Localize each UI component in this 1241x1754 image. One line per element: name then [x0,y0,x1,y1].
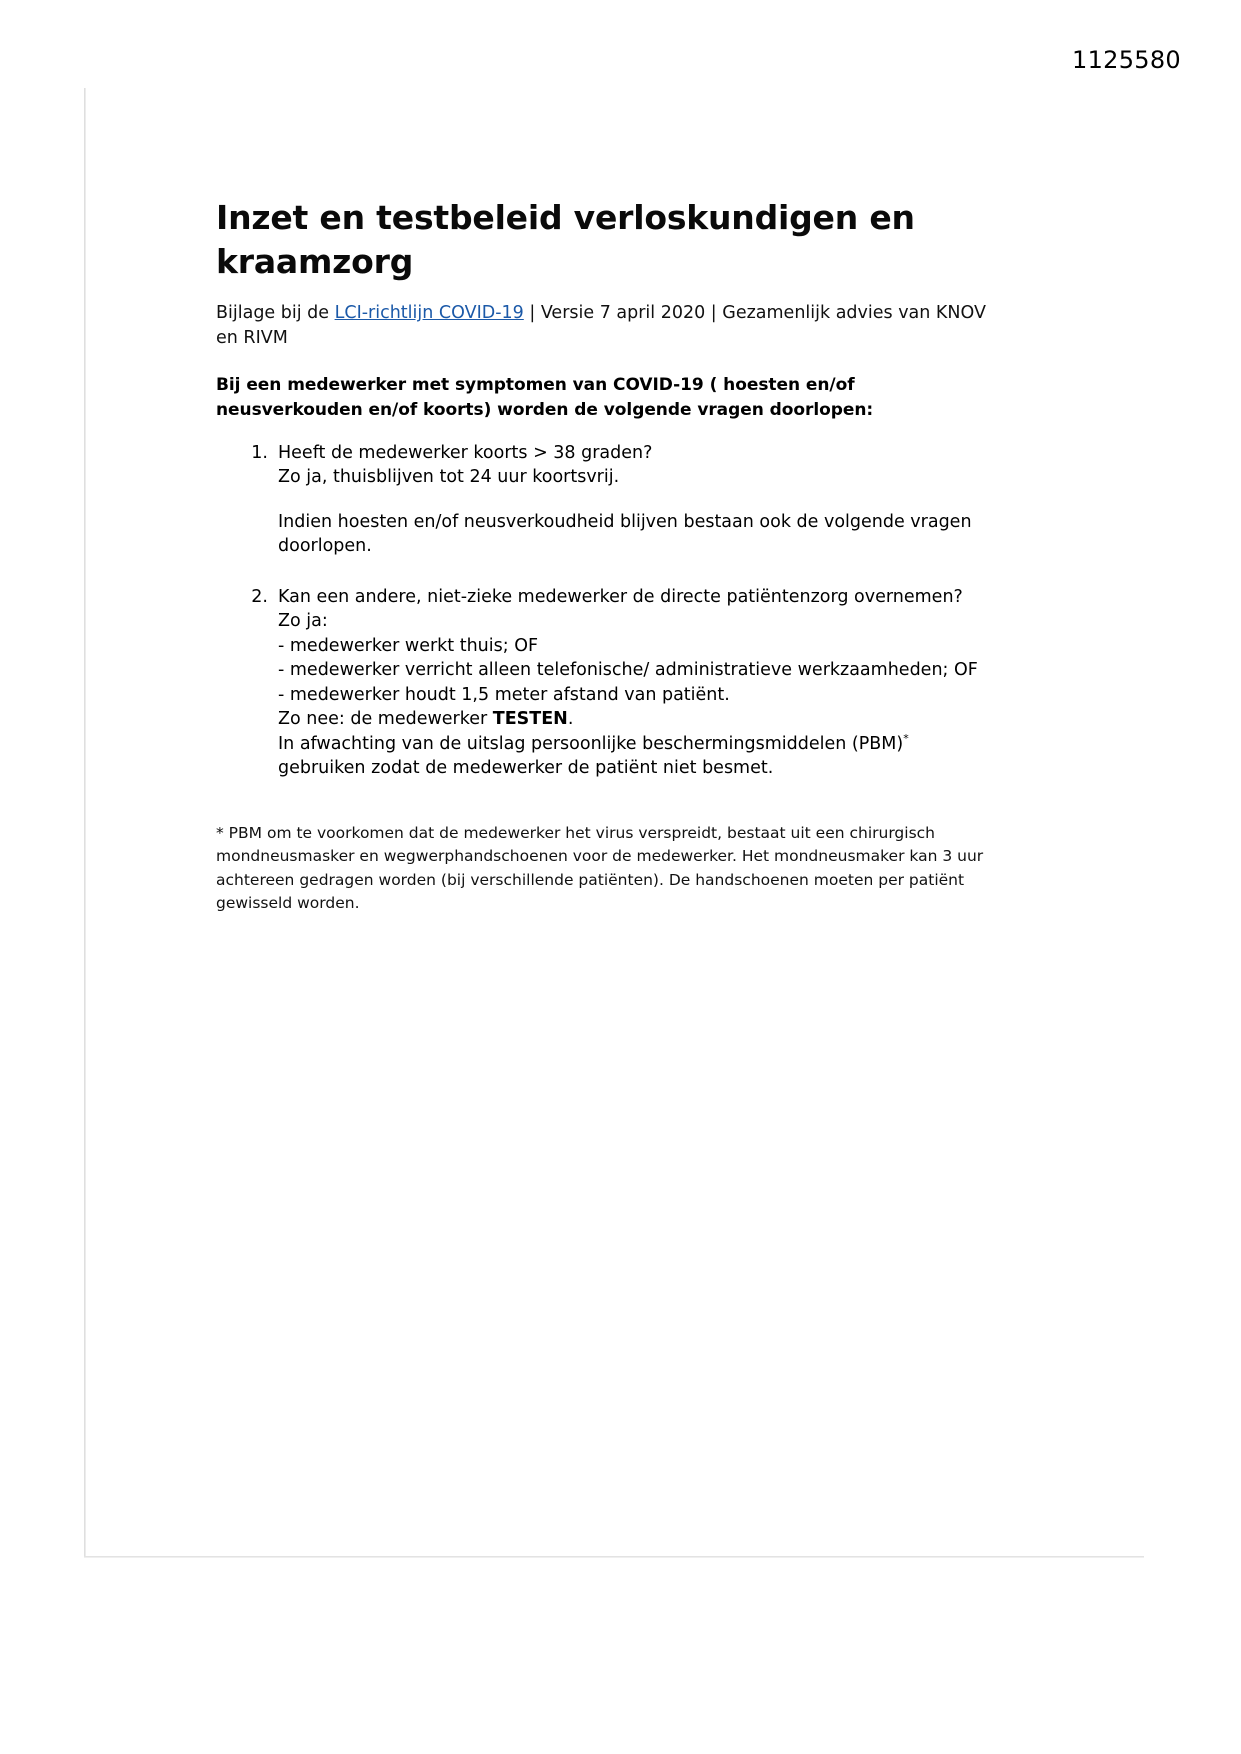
list-item-marker: 1. [251,442,268,463]
document-subtitle [216,301,986,351]
list-item [251,585,986,781]
page-title: Inzet en testbeleid verloskundigen en kraamzorg [216,198,915,281]
lci-guideline-link[interactable]: LCI-richtlijn COVID-19 [334,303,524,324]
question-1-line-2: Zo ja, thuisblijven tot 24 uur koortsvrij. [278,467,620,488]
footnote-text: * PBM om te voorkomen dat de medewerker het virus verspreidt, bestaat uit een chirurgisch mondneusmasker en wegwerphandschoenen voor de medewerker. Het mondneusmaker kan 3 uur achtereen gedragen worden (bij verschillende patiënten). De handschoenen moeten per patiënt gewisseld worden. [216,823,984,913]
question-2-line-3 [278,707,986,732]
question-2-bullet-1: - medewerker werkt thuis; OF [278,635,539,656]
question-list [216,441,986,781]
page-header-number: 1125580 [1072,46,1181,74]
paragraph-gap [278,490,986,510]
scan-edge-bottom [84,1556,1144,1558]
question-2-bullet-2: - medewerker verricht alleen telefonische/ administratieve werkzaamheden; OF [278,660,978,681]
question-2-line-2: Zo ja: [278,611,328,632]
document-content [216,196,986,807]
question-2-line-4 [278,732,986,757]
testen-emphasis: TESTEN [492,709,568,730]
question-1-line-1: Heeft de medewerker koorts > 38 graden? [278,442,653,463]
zo-nee-suffix: . [567,709,574,730]
question-2-line-5: gebruiken zodat de medewerker de patiënt niet besmet. [278,758,774,779]
subtitle-suffix: | Versie 7 april 2020 | Gezamenlijk advies van KNOV en RIVM [216,303,986,348]
scan-edge-left [84,88,86,1558]
intro-paragraph: Bij een medewerker met symptomen van COVID-19 ( hoesten en/of neusverkouden en/of koorts) worden de volgende vragen doorlopen: [216,374,874,420]
subtitle-prefix: Bijlage bij de [216,303,335,324]
question-2-bullet-3: - medewerker houdt 1,5 meter afstand van patiënt. [278,684,730,705]
question-2-line-1: Kan een andere, niet-zieke medewerker de directe patiëntenzorg overnemen? [278,586,963,607]
footnote-marker: * [903,731,909,745]
zo-nee-prefix: Zo nee: de medewerker [278,709,493,730]
list-item [251,441,986,559]
question-1-paragraph: Indien hoesten en/of neusverkoudheid blijven bestaan ook de volgende vragen doorlopen. [278,511,972,557]
pbm-sentence: In afwachting van de uitslag persoonlijke beschermingsmiddelen (PBM) [278,733,904,754]
list-item-marker: 2. [251,586,268,607]
